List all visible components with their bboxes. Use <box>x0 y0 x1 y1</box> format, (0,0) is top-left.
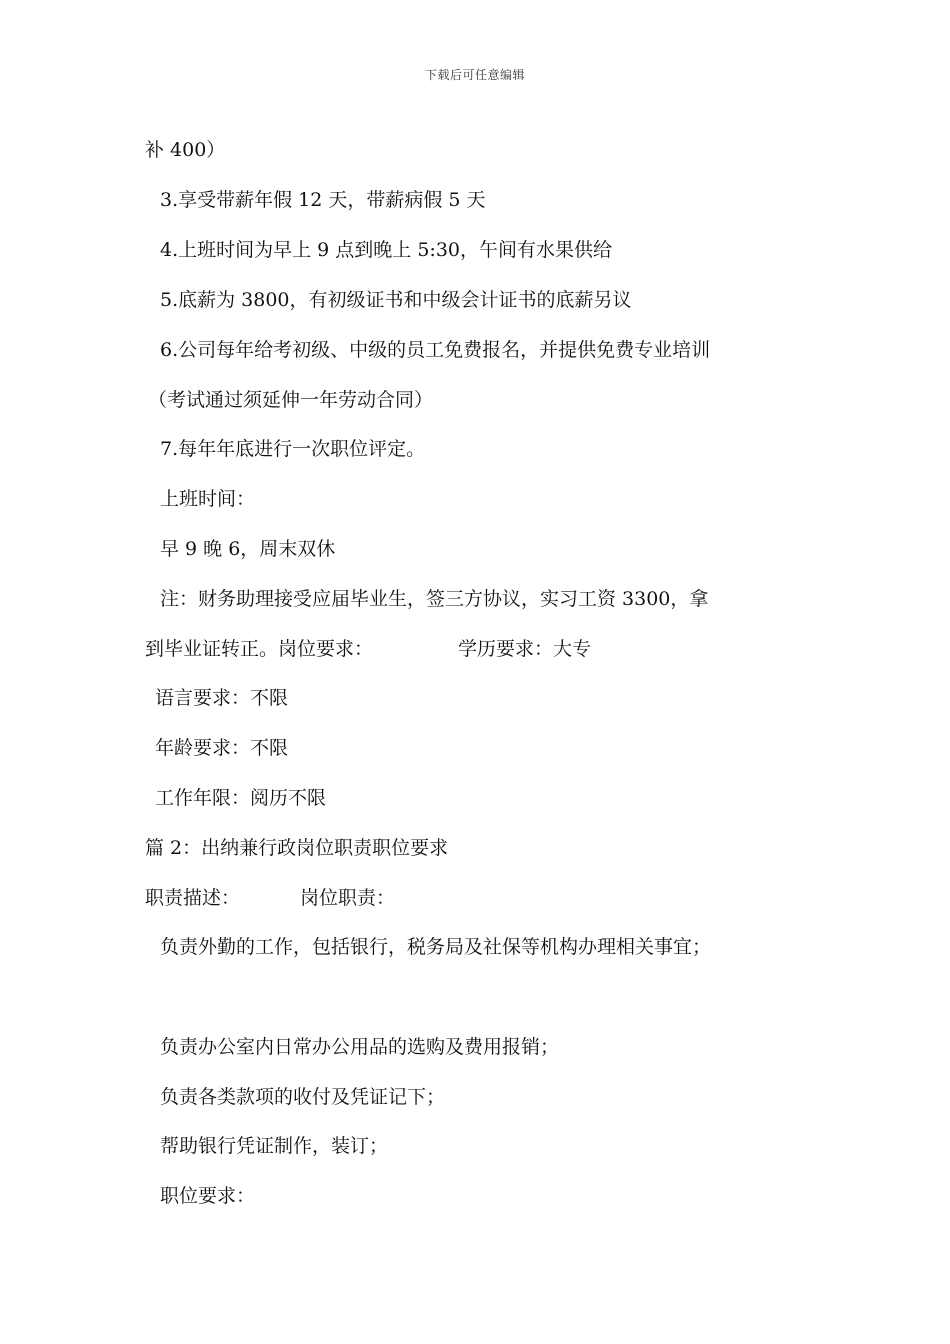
text-line: 到毕业证转正。岗位要求： <box>145 638 374 660</box>
text-line: 学历要求：大专 <box>458 638 592 660</box>
section-heading: 篇 2：出纳兼行政岗位职责职位要求 <box>145 837 449 859</box>
text-line: 语言要求：不限 <box>155 687 289 709</box>
text-line: 7.每年年底进行一次职位评定。 <box>160 438 426 460</box>
text-line: 5.底薪为 3800，有初级证书和中级会计证书的底薪另议 <box>160 289 632 311</box>
text-line: 4.上班时间为早上 9 点到晚上 5:30，午间有水果供给 <box>160 239 613 261</box>
text-line: 岗位职责： <box>300 887 396 909</box>
text-line: 6.公司每年给考初级、中级的员工免费报名，并提供免费专业培训 <box>160 339 711 361</box>
text-line: 注：财务助理接受应届毕业生，签三方协议，实习工资 3300，拿 <box>160 588 709 610</box>
text-line: 职位要求： <box>160 1185 256 1207</box>
text-line: 负责办公室内日常办公用品的选购及费用报销； <box>160 1036 560 1058</box>
text-line: 早 9 晚 6，周末双休 <box>160 538 336 560</box>
text-line: 职责描述： <box>145 887 241 909</box>
text-line: 补 400） <box>145 139 226 161</box>
text-line: 年龄要求：不限 <box>155 737 289 759</box>
text-line: （考试通过须延伸一年劳动合同） <box>148 389 434 411</box>
text-line: 上班时间： <box>160 488 256 510</box>
text-line: 负责外勤的工作，包括银行，税务局及社保等机构办理相关事宜； <box>160 936 712 958</box>
page-header: 下载后可任意编辑 <box>424 68 525 82</box>
text-line: 帮助银行凭证制作，装订； <box>160 1135 389 1157</box>
text-line: 负责各类款项的收付及凭证记下； <box>160 1086 446 1108</box>
text-line: 3.享受带薪年假 12 天，带薪病假 5 天 <box>160 189 486 211</box>
text-line: 工作年限：阅历不限 <box>155 787 327 809</box>
